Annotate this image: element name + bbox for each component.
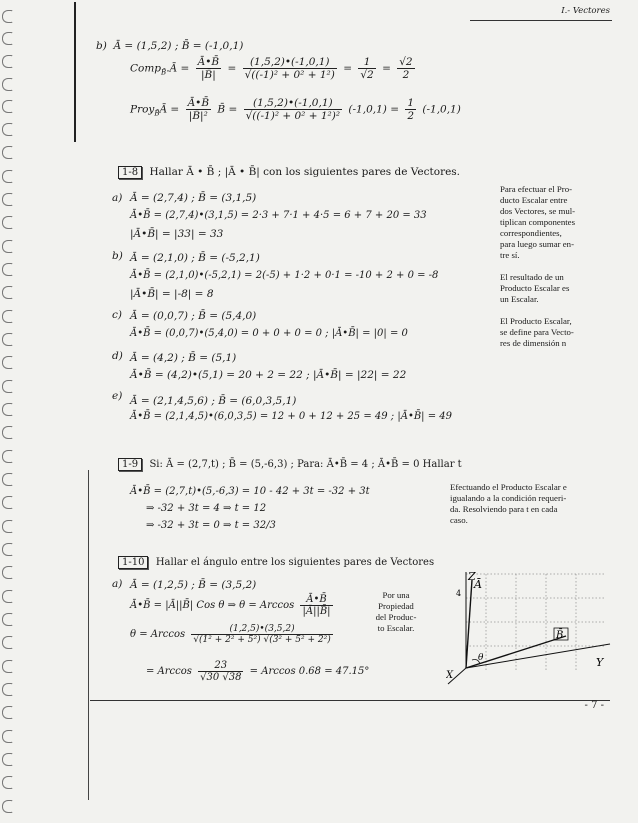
component-formula: Comp$_{B̄}$.Ā = $\frac{Ā•B̄}{|B̄|}$ = $\frac{(1,5,2)•(-1,0,1)}{\text{√((-1)² + 0² + 1²)}}$ = $\frac{1}{√2}$ = $\frac{√2}{2}$: [130, 56, 413, 81]
comp-frac-1: $\frac{Ā•B̄}{|B̄|}$: [197, 56, 220, 81]
angle-line-1: Ā•B̄ = |Ā||B̄| Cos θ ⇒ θ = Arccos $\frac{Ā•B̄}{|Ā||B̄|}$: [130, 594, 331, 617]
comp-eq: =: [227, 62, 237, 75]
item-d-label: d): [112, 350, 123, 362]
angle-line-3: = Arccos $\frac{23}{√30 √38}$ = Arccos 0.68 = 47.15°: [146, 660, 370, 683]
chapter-header: I.- Vectores: [561, 6, 610, 16]
x-axis-label: X: [446, 670, 454, 681]
item-a-line1: Ā = (2,7,4) ; B̄ = (3,1,5): [130, 192, 257, 204]
comp-sub: B̄: [161, 68, 167, 77]
item-c-line1: Ā = (0,0,7) ; B̄ = (5,4,0): [130, 310, 257, 322]
item-b-line3: |Ā•B̄| = |-8| = 8: [130, 288, 214, 300]
problem-1-10-statement: Hallar el ángulo entre los siguientes pares de Vectores: [155, 557, 435, 568]
item-d-line1: Ā = (4,2) ; B̄ = (5,1): [130, 352, 237, 364]
problem-1-9-line2: ⇒ -32 + 3t = 4 ⇒ t = 12: [146, 503, 267, 514]
problem-1-9-side-note: [450, 482, 616, 526]
item-e-line1: Ā = (2,1,4,5,6) ; B̄ = (6,0,3,5,1): [130, 395, 297, 407]
comp-frac-3: $\frac{1}{√2}$: [360, 56, 374, 81]
problem-1-9-heading: [118, 458, 462, 471]
proy-frac-2: $\frac{(1,5,2)•(-1,0,1)}{\text{√((-1)² + 0² + 1²)²}}$: [245, 97, 341, 122]
side-note-line: El Producto Escalar,: [500, 316, 572, 326]
z-tick-label: 4: [456, 589, 462, 598]
item-b-line2: Ā•B̄ = (2,1,0)•(-5,2,1) = 2(-5) + 1·2 + 0·1 = -10 + 2 + 0 = -8: [130, 270, 439, 281]
side-note-line: tre sí.: [500, 250, 520, 260]
z-axis-label: Z: [468, 570, 476, 583]
proy-frac-1: $\frac{Ā•B̄}{\text{|B̄|²}}$: [187, 97, 210, 122]
problem-1-10-given: Ā = (1,2,5) ; B̄ = (3,5,2): [130, 579, 257, 591]
side-note-line: tiplican componentes: [500, 217, 575, 227]
vector-a-arrow: [466, 580, 472, 668]
item-c-line2: Ā•B̄ = (0,0,7)•(5,4,0) = 0 + 0 + 0 = 0 ; |Ā•B̄| = |0| = 0: [130, 328, 408, 339]
item-b-line1: Ā = (2,1,0) ; B̄ = (-5,2,1): [130, 252, 260, 264]
side-note-line: dos Vectores, se mul-: [500, 206, 576, 216]
comp-after: .Ā =: [166, 62, 190, 75]
vector-angle-diagram: [446, 568, 614, 688]
problem-number-badge: 1-10: [118, 556, 148, 569]
problem-1-8-heading: [118, 166, 460, 179]
binder-edge: [74, 2, 76, 142]
comp-frac-4: $\frac{√2}{2}$: [399, 56, 413, 81]
side-note-line: Producto Escalar es: [500, 283, 570, 293]
proy-after: Ā =: [159, 103, 180, 116]
comp-frac-2: $\frac{(1,5,2)•(-1,0,1)}{\text{√((-1)² + 0² + 1²)}}$: [244, 56, 335, 81]
angle-line-2: θ = Arccos $\frac{(1,2,5)•(3,5,2)}{\text{√(1² + 2² + 5²) √(3² + 5² + 2²)}}$: [130, 624, 331, 645]
item-e-line2: Ā•B̄ = (2,1,4,5)•(6,0,3,5) = 12 + 0 + 12 + 25 = 49 ; |Ā•B̄| = 49: [130, 411, 453, 422]
problem-1-10-item-label: a): [112, 578, 123, 590]
proy-end: (-1,0,1): [422, 103, 461, 116]
theta-label: θ: [478, 653, 484, 663]
y-axis-label: Y: [596, 656, 604, 669]
item-d-line2: Ā•B̄ = (4,2)•(5,1) = 20 + 2 = 22 ; |Ā•B̄| = |22| = 22: [130, 369, 407, 381]
proy-mid: B̄ =: [217, 103, 238, 116]
item-b-label: b): [112, 250, 123, 262]
side-note-line: caso.: [450, 515, 468, 525]
side-note-line: un Escalar.: [500, 294, 539, 304]
item-c-label: c): [112, 309, 122, 321]
problem-b: [96, 40, 243, 52]
side-note-line: Propiedad: [378, 601, 414, 611]
problem-b-label: b): [96, 40, 107, 52]
problem-1-8-statement: Hallar Ā • B̄ ; |Ā • B̄| con los siguientes pares de Vectores.: [149, 166, 461, 178]
side-note-line: para luego sumar en-: [500, 239, 575, 249]
y-axis: [466, 644, 610, 668]
item-a-line2: Ā•B̄ = (2,7,4)•(3,1,5) = 2·3 + 7·1 + 4·5 = 6 + 7 + 20 = 33: [130, 210, 427, 221]
side-note-line: [500, 261, 620, 272]
side-note-line: Por una: [382, 590, 410, 600]
side-note-line: se define para Vecto-: [500, 327, 574, 337]
problem-1-9-statement: Si: Ā = (2,7,t) ; B̄ = (5,-6,3) ; Para: Ā•B̄ = 4 ; Ā•B̄ = 0 Hallar t: [149, 459, 462, 470]
problem-b-given: Ā = (1,5,2) ; B̄ = (-1,0,1): [113, 40, 244, 52]
side-note-line: Para efectuar el Pro-: [500, 184, 573, 194]
vector-b-label: B̄: [556, 630, 564, 641]
problem-1-10-side-note: [354, 590, 438, 634]
problem-1-9-line3: ⇒ -32 + 3t = 0 ⇒ t = 32/3: [146, 520, 276, 531]
page-number: - 7 -: [584, 700, 604, 711]
proy-sub: B̄: [154, 109, 160, 118]
comp-label: Comp: [130, 62, 162, 75]
side-note-line: da. Resolviendo para t en cada: [450, 504, 558, 514]
vector-a-label: Ā: [474, 578, 482, 591]
side-note-line: Efectuando el Producto Escalar e: [450, 482, 567, 492]
proy-frac-3: $\frac{1}{2}$: [407, 97, 415, 122]
proy-label: Proy: [130, 103, 155, 116]
proy-tail: (-1,0,1) =: [348, 103, 399, 116]
item-e-label: e): [112, 390, 123, 402]
side-note-line: [500, 305, 620, 316]
side-note-line: res de dimensión n: [500, 338, 567, 348]
problem-1-10-heading: [118, 556, 434, 569]
binder-edge-lower: [88, 470, 89, 800]
problem-number-badge: 1-9: [118, 458, 142, 471]
side-note-line: to Escalar.: [377, 623, 415, 633]
side-note-line: El resultado de un: [500, 272, 564, 282]
projection-formula: [130, 97, 461, 122]
item-a-label: a): [112, 192, 123, 204]
header-rule: [470, 20, 612, 21]
problem-number-badge: 1-8: [118, 166, 142, 179]
side-note-line: ducto Escalar entre: [500, 195, 568, 205]
side-note-line: correspondientes,: [500, 228, 562, 238]
side-note-line: igualando a la condición requeri-: [450, 493, 567, 503]
binder-holes: [2, 0, 16, 823]
item-a-line3: |Ā•B̄| = |33| = 33: [130, 228, 224, 240]
problem-1-9-line1: Ā•B̄ = (2,7,t)•(5,-6,3) = 10 - 42 + 3t = -32 + 3t: [130, 486, 370, 497]
problem-1-8-side-note: [500, 184, 620, 349]
side-note-line: del Produc-: [375, 612, 417, 622]
footer-rule: [90, 700, 610, 701]
